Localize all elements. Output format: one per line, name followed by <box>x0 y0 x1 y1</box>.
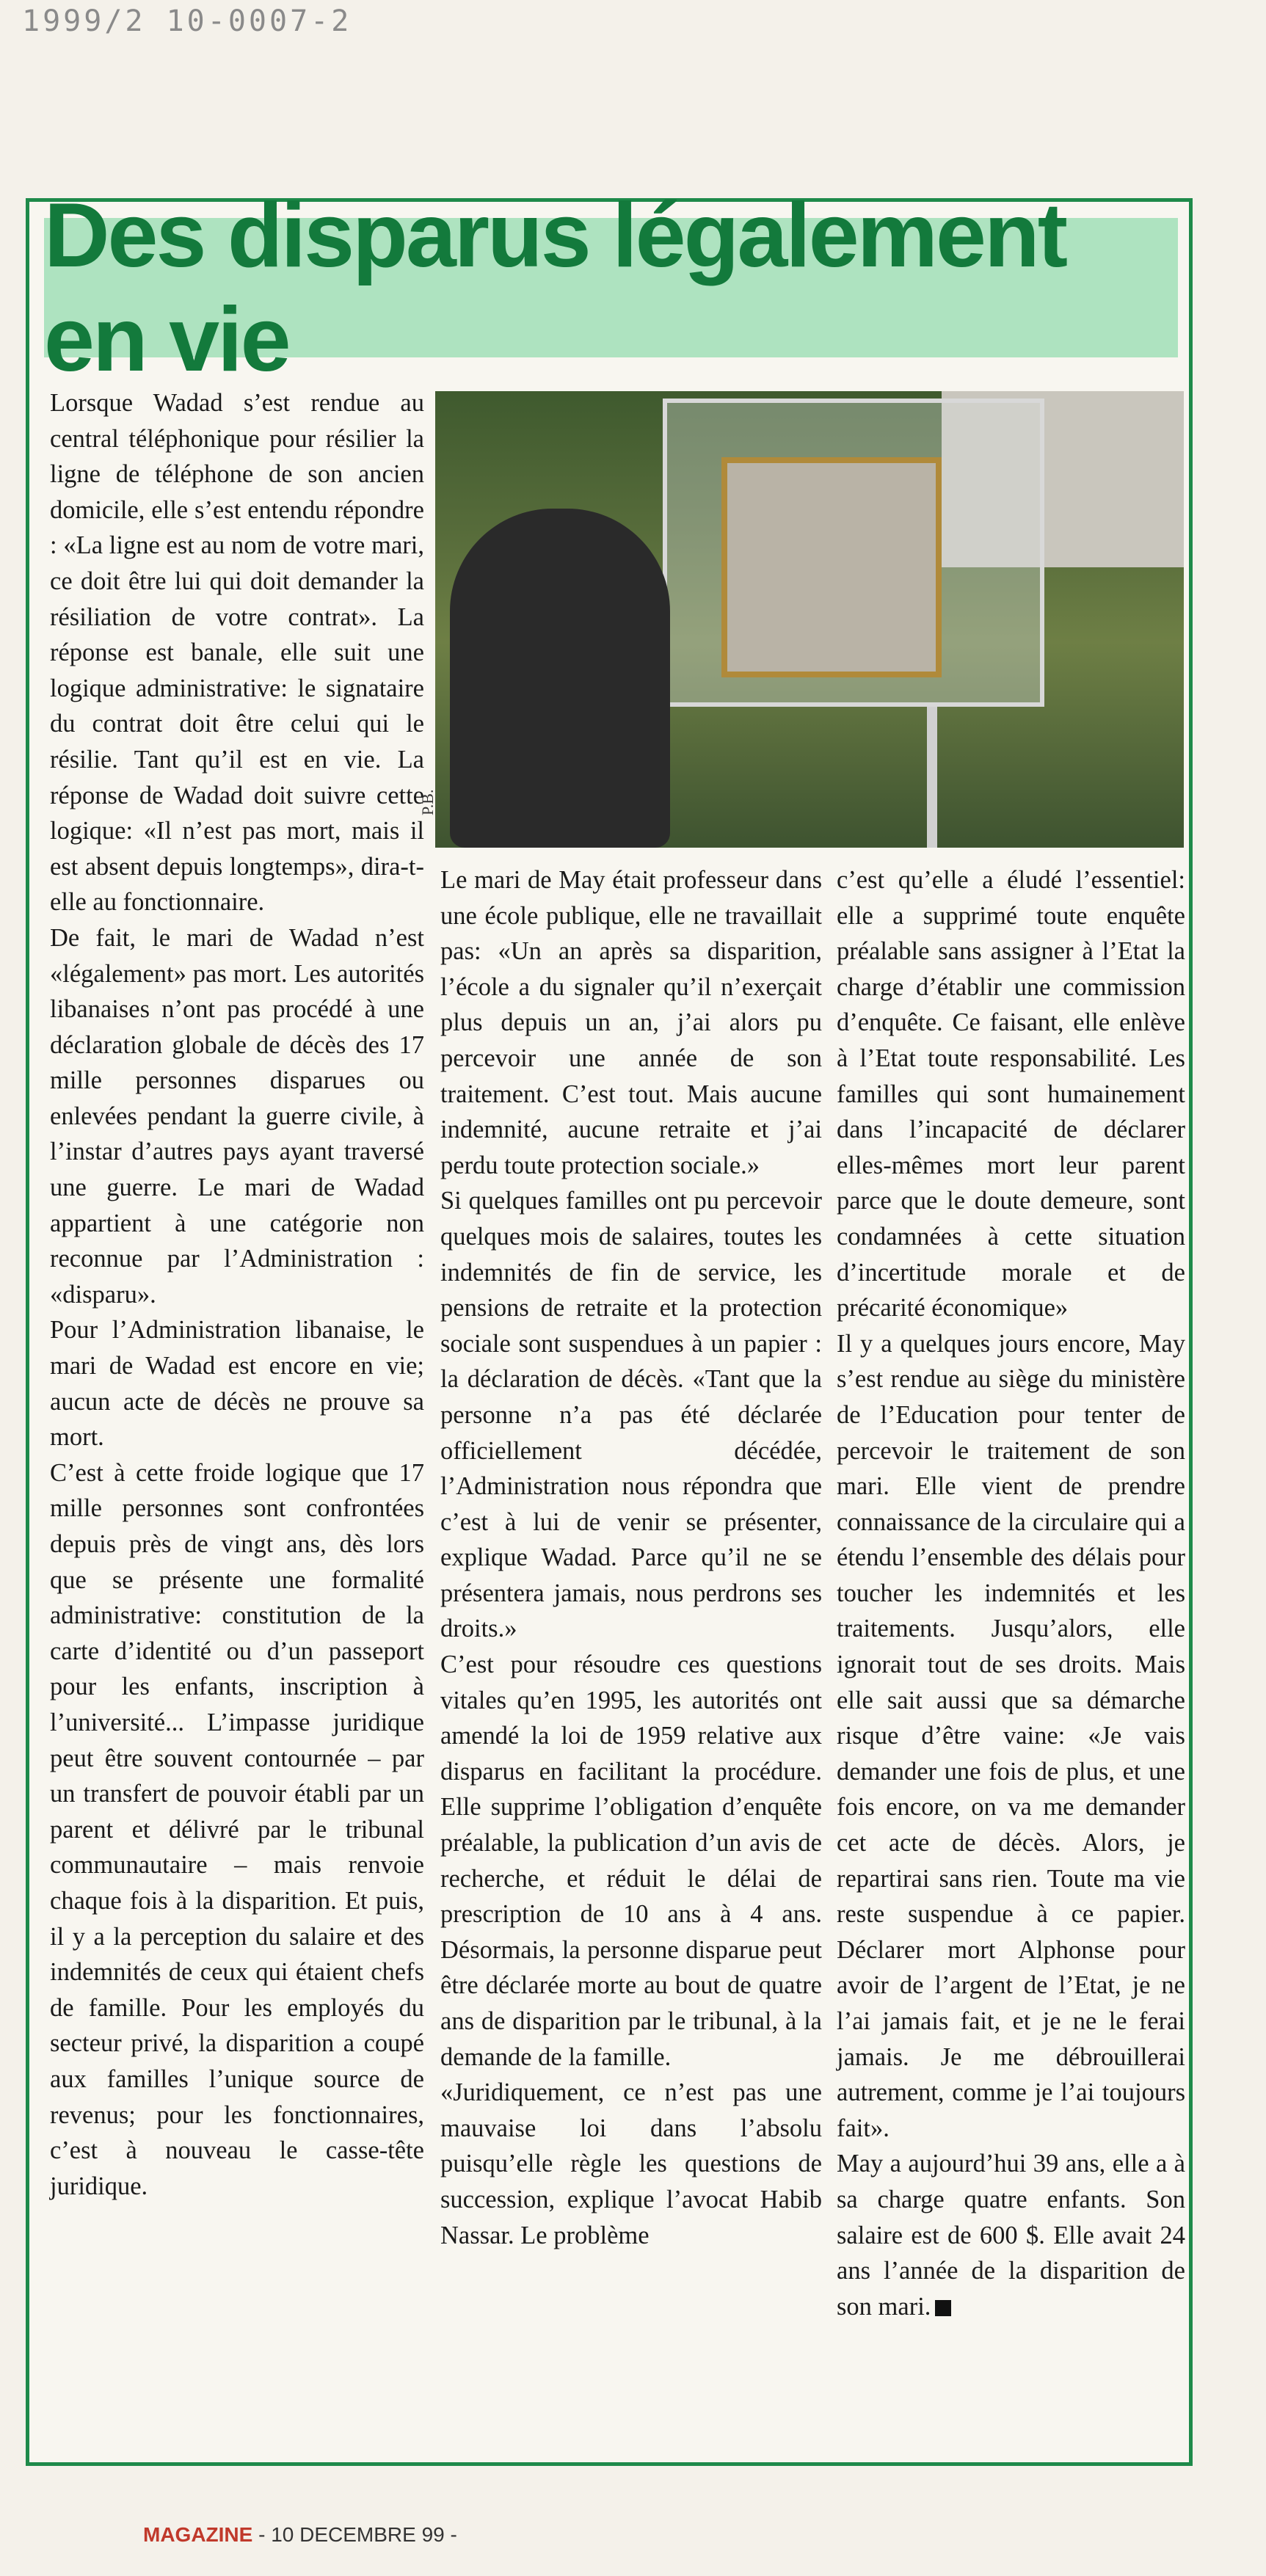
paragraph: c’est qu’elle a éludé l’essentiel: elle a supprimé toute enquête préalable sans assigner à l’Etat la charge d’établir une commission d’enquête. Ce faisant, elle enlève à l’Etat toute responsabilité. Les familles qui sont humainement dans l’incapacité de déclarer elles-mêmes mort leur parent parce que le doute demeure, sont condamnées à cette situation d’incertitude morale et de précarité économique» <box>837 866 1185 1322</box>
photo-person-silhouette <box>450 509 670 848</box>
magazine-name: MAGAZINE <box>143 2523 253 2546</box>
article-title: Des disparus légalement en vie <box>44 185 1066 390</box>
archive-code: 1999/2 10-0007-2 <box>22 4 352 38</box>
photo-credit: P.B. <box>418 789 437 815</box>
article-column-1 <box>50 385 424 2204</box>
paragraph: Si quelques familles ont pu percevoir quelques mois de salaires, toutes les indemnités de fin de service, les pensions de retraite et la protection sociale sont suspendues à un papier : la déclaration de décès. «Tant que la personne n’a pas été déclarée officiellement décédée, l’Administration nous répondra que c’est à lui de venir se présenter, explique Wadad. Parce qu’il ne se présentera jamais, nous perdrons ses droits.» <box>440 1187 822 1643</box>
page-footer <box>143 2523 457 2547</box>
issue-date: - 10 DECEMBRE 99 - <box>258 2523 457 2546</box>
paragraph: Pour l’Administration libanaise, le mari de Wadad est encore en vie; aucun acte de décès ne prouve sa mort. <box>50 1316 424 1452</box>
paragraph: Le mari de May était professeur dans une école publique, elle ne travaillait pas: «Un an après sa disparition, l’école a du signaler qu’il n’exerçait plus depuis un an, j’ai alors pu percevoir une année de son traitement. C’est tout. Mais aucune indemnité, aucune retraite et j’ai perdu toute protection sociale.» <box>440 866 822 1179</box>
article-frame <box>26 185 1193 2466</box>
paragraph-last <box>837 2146 1185 2324</box>
title-banner <box>44 185 1178 390</box>
paragraph: De fait, le mari de Wadad n’est «légalement» pas mort. Les autorités libanaises n’ont pas procédé à une déclaration globale de décès des 17 mille personnes disparues ou enlevées pendant la guerre civile, à l’instar d’autres pays ayant traversé une guerre. Le mari de Wadad appartient à une catégorie non reconnue par l’Administration : «disparu». <box>50 923 424 1309</box>
paragraph: C’est pour résoudre ces questions vitales qu’en 1995, les autorités ont amendé la loi de 1959 relative aux disparus en facilitant la procédure. Elle supprime l’obligation d’enquête préalable, la publication d’un avis de recherche, et réduit le délai de prescription de 10 ans à 4 ans. Désormais, la personne disparue peut être déclarée morte au bout de quatre ans de disparition par le tribunal, à la demande de la famille. <box>440 1651 822 2071</box>
end-of-article-mark <box>935 2300 951 2316</box>
article-column-2 <box>440 862 822 2253</box>
paragraph: Lorsque Wadad s’est rendue au central téléphonique pour résilier la ligne de téléphone de son ancien domicile, elle s’est entendu répondre : «La ligne est au nom de votre mari, ce doit être lui qui doit demander la résiliation de votre contrat». La réponse est banale, elle suit une logique administrative: le signataire du contrat doit être celui qui le résilie. Tant qu’il est en vie. La réponse de Wadad doit suivre cette logique: «Il n’est pas mort, mais il est absent depuis longtemps», dira-t-elle au fonctionnaire. <box>50 389 424 917</box>
photo-portrait <box>721 457 942 677</box>
paragraph: Il y a quelques jours encore, May s’est rendue au siège du ministère de l’Education pour tenter de percevoir le traitement de son mari. Elle vient de prendre connaissance de la circulaire qui a étendu l’ensemble des délais pour toucher les indemnités et les traitements. Jusqu’alors, elle ignorait tout de ses droits. Mais elle sait aussi que sa démarche risque d’être vaine: «Je vais demander une fois de plus, et une fois encore, on va me demander cet acte de décès. Alors, je repartirai sans rien. Toute ma vie reste suspendue à ce papier. Déclarer mort Alphonse pour avoir de l’argent de l’Etat, je ne l’ai jamais fait, et je ne le ferai jamais. Je me débrouillerai autrement, comme je l’ai toujours fait». <box>837 1329 1185 2142</box>
article-photo <box>435 391 1184 848</box>
paragraph: «Juridiquement, ce n’est pas une mauvaise loi dans l’absolu puisqu’elle règle les questions de succession, explique l’avocat Habib Nassar. Le problème <box>440 2078 822 2249</box>
paragraph: C’est à cette froide logique que 17 mille personnes sont confrontées depuis près de vingt ans, dès lors que se présente une formalité administrative: constitution de la carte d’identité ou d’un passeport pour les enfants, inscription à l’université... L’impasse juridique peut être souvent contournée – par un transfert de pouvoir établi par un parent et délivré par le tribunal communautaire – mais renvoie chaque fois à la disparition. Et puis, il y a la perception du salaire et des indemnités de ceux qui étaient chefs de famille. Pour les employés du secteur privé, la disparition a coupé aux familles l’unique source de revenus; pour les fonctionnaires, c’est à nouveau le casse-tête juridique. <box>50 1458 424 2200</box>
photo-stand <box>927 707 937 848</box>
article-column-3 <box>837 862 1185 2324</box>
paragraph-text: May a aujourd’hui 39 ans, elle a à sa charge quatre enfants. Son salaire est de 600 $. Elle avait 24 ans l’année de la disparition de son mari. <box>837 2150 1185 2321</box>
